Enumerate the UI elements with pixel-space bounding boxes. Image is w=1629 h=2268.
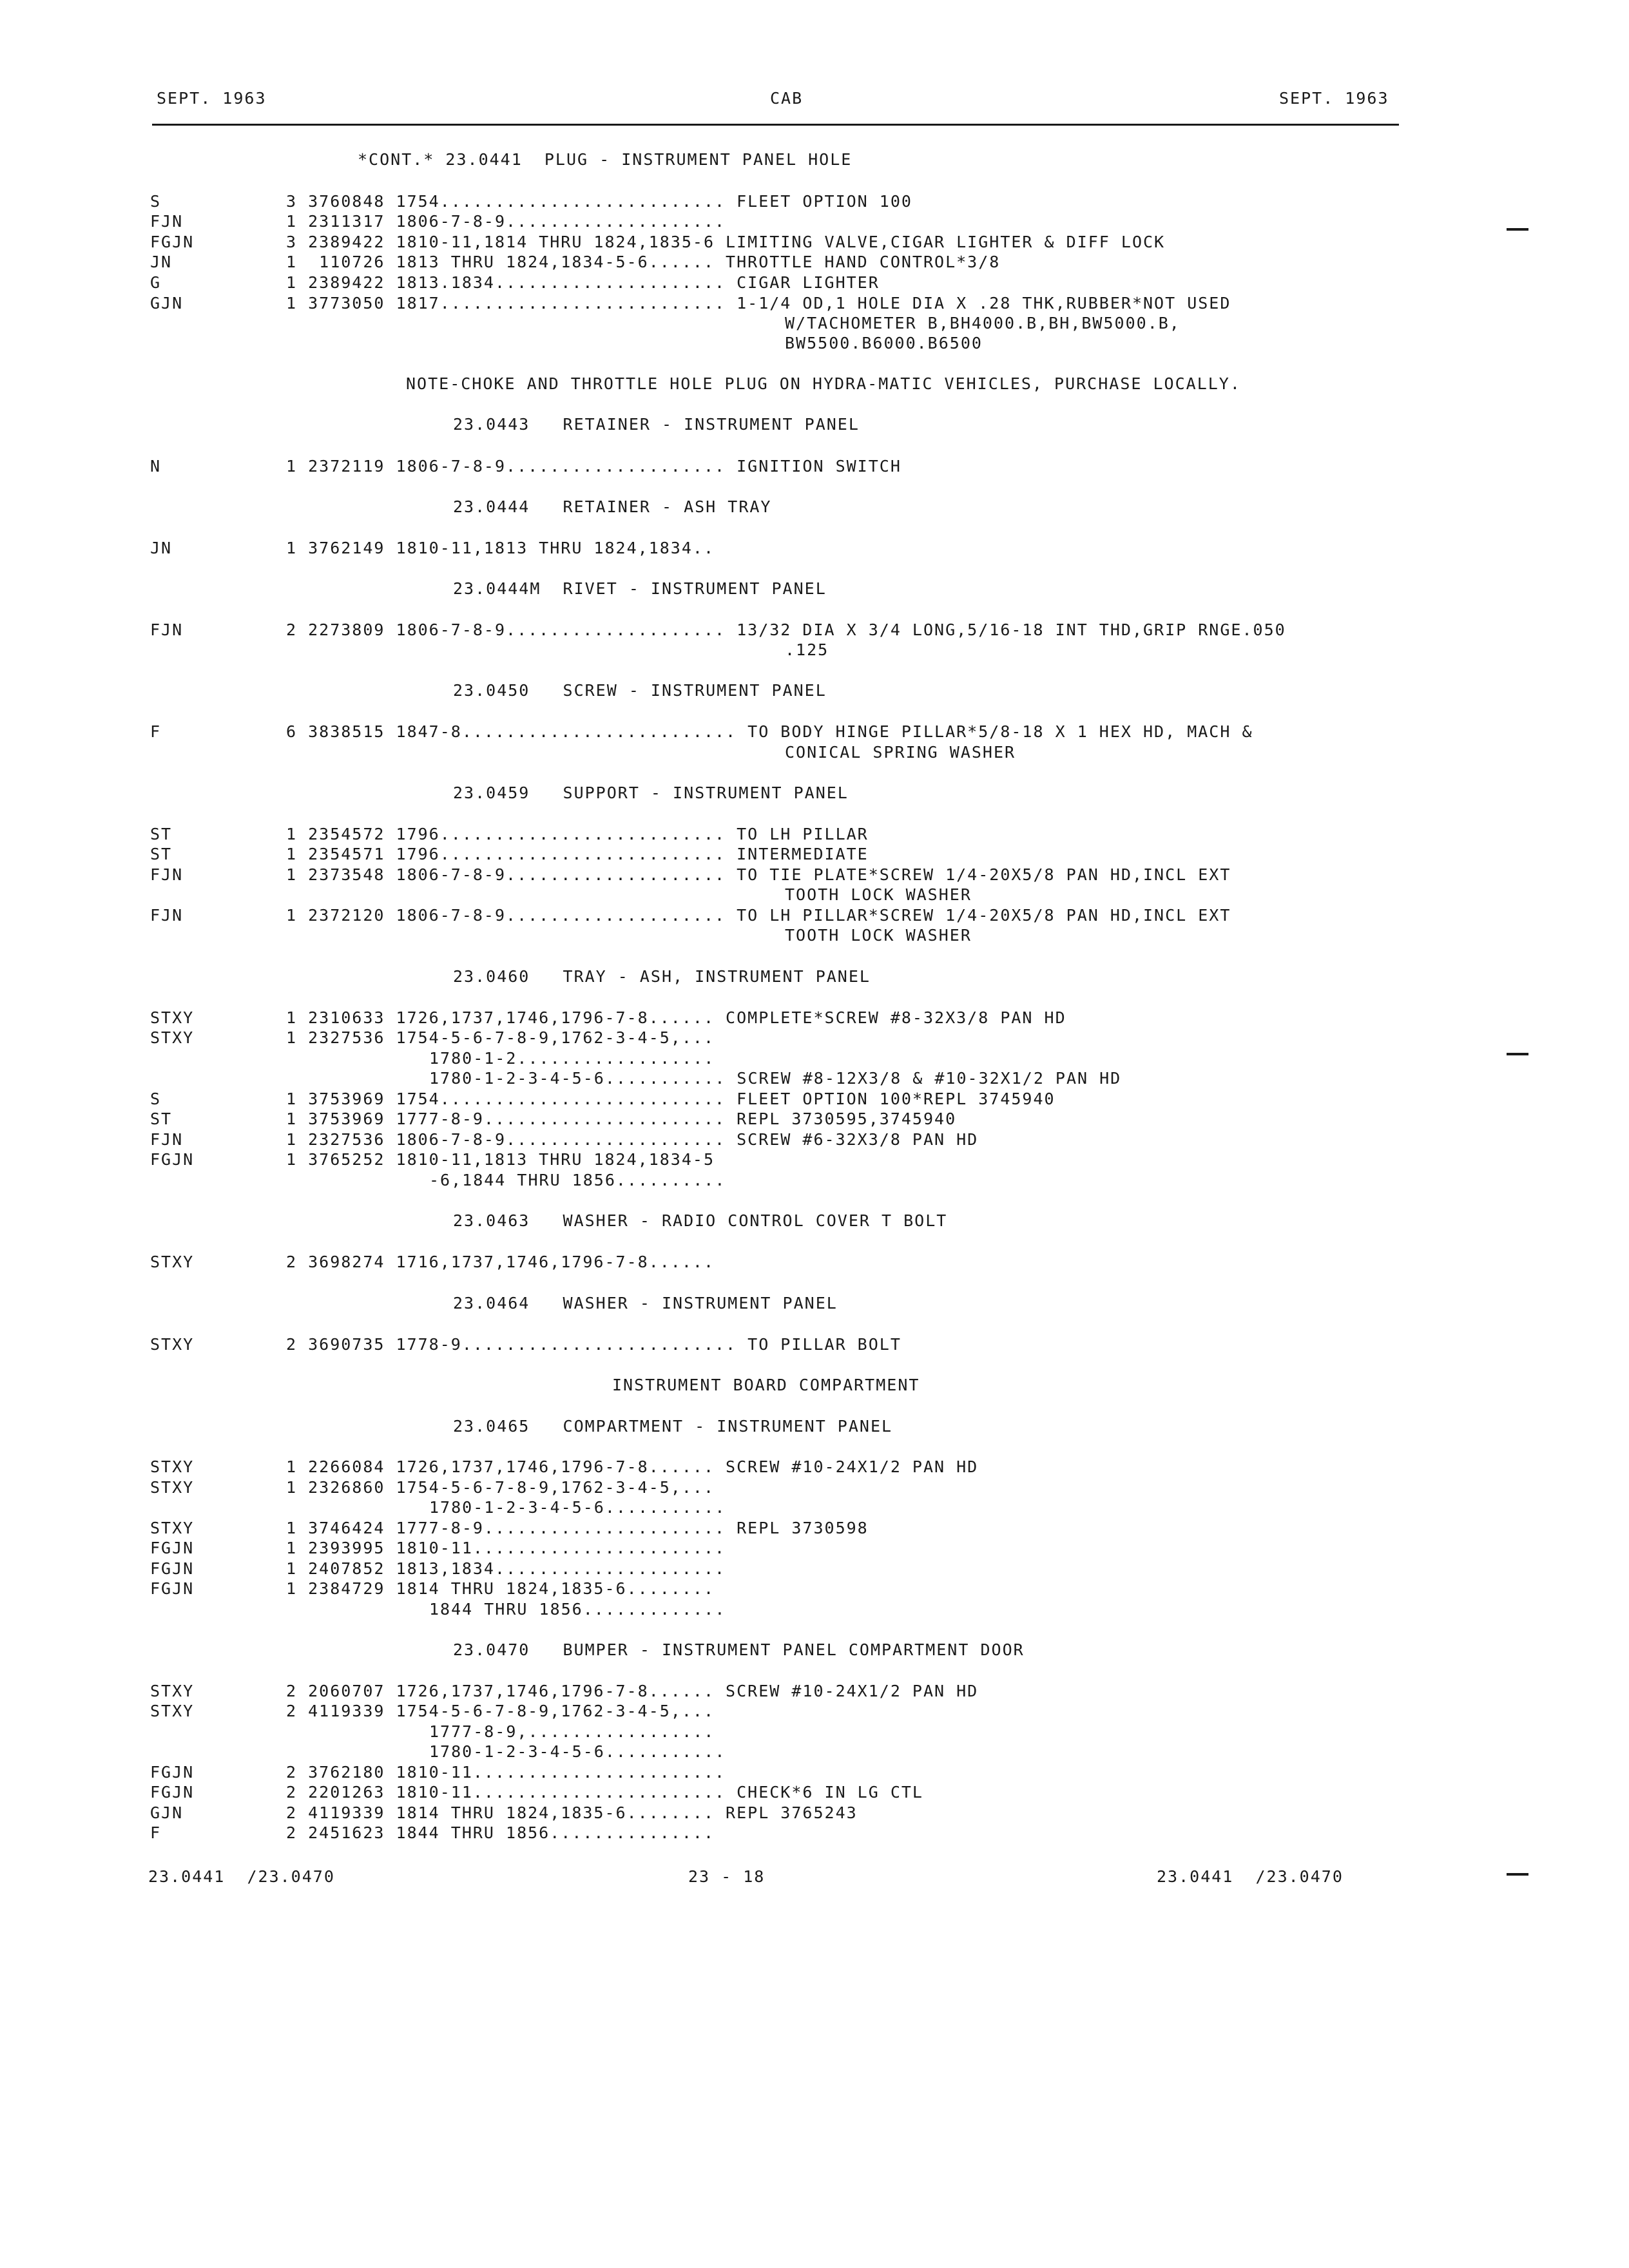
part-entry: 2 3762180 1810-11....................... [286,1763,726,1782]
part-entry: 1 3753969 1754.......................... FLEET OPTION 100*REPL 3745940 [286,1090,1055,1108]
part-entry: 6 3838515 1847-8......................... TO BODY HINGE PILLAR*5/8-18 X 1 HEX HD, MACH & [286,722,1253,741]
part-entry: 1 3762149 1810-11,1813 THRU 1824,1834.. [286,539,715,557]
part-entry: 3 2389422 1810-11,1814 THRU 1824,1835-6 LIMITING VALVE,CIGAR LIGHTER & DIFF LOCK [286,233,1166,251]
part-entry: 1 2327536 1754-5-6-7-8-9,1762-3-4-5,... [286,1028,715,1047]
part-entry: 3 3760848 1754.......................... FLEET OPTION 100 [286,192,912,211]
vehicle-code: F [150,1823,162,1842]
group-title: INSTRUMENT BOARD COMPARTMENT [612,1376,920,1394]
section-heading: 23.0465 COMPARTMENT - INSTRUMENT PANEL [453,1417,893,1436]
vehicle-code: ST [150,1110,173,1128]
part-entry: 1 3746424 1777-8-9...................... REPL 3730598 [286,1519,869,1537]
part-entry: 2 3690735 1778-9......................... TO PILLAR BOLT [286,1335,901,1354]
vehicle-code: ST [150,845,173,863]
part-entry: 2 4119339 1754-5-6-7-8-9,1762-3-4-5,... [286,1702,715,1720]
vehicle-code: G [150,273,162,292]
footer-range-left: 23.0441 /23.0470 [148,1867,335,1886]
section-heading: 23.0450 SCREW - INSTRUMENT PANEL [453,681,827,700]
part-entry: 1 3765252 1810-11,1813 THRU 1824,1834-5 [286,1150,715,1169]
vehicle-code: FJN [150,865,184,884]
part-entry: 1 2326860 1754-5-6-7-8-9,1762-3-4-5,... [286,1478,715,1497]
footer-range-right: 23.0441 /23.0470 [1157,1867,1344,1886]
part-entry: 2 2273809 1806-7-8-9.................... 13/32 DIA X 3/4 LONG,5/16-18 INT THD,GRIP RNGE.050 [286,620,1286,639]
model-continuation: 1844 THRU 1856............. [429,1600,726,1619]
section-heading: 23.0463 WASHER - RADIO CONTROL COVER T BOLT [453,1211,948,1230]
part-entry: 2 2201263 1810-11....................... CHECK*6 IN LG CTL [286,1783,923,1802]
part-entry: 2 2060707 1726,1737,1746,1796-7-8...... SCREW #10-24X1/2 PAN HD [286,1682,979,1700]
model-continuation: 1780-1-2-3-4-5-6........... [429,1498,726,1517]
description-continuation: TOOTH LOCK WASHER [785,926,972,945]
vehicle-code: STXY [150,1028,195,1047]
margin-mark [1507,228,1528,231]
vehicle-code: GJN [150,1803,184,1822]
part-entry: 1 2354571 1796.......................... INTERMEDIATE [286,845,869,863]
footer-page-number: 23 - 18 [688,1867,766,1886]
model-continuation: 1780-1-2-3-4-5-6........... SCREW #8-12X3/8 & #10-32X1/2 PAN HD [429,1069,1122,1088]
vehicle-code: ST [150,825,173,843]
vehicle-code: N [150,457,162,476]
vehicle-code: STXY [150,1335,195,1354]
part-entry: 1 2310633 1726,1737,1746,1796-7-8...... COMPLETE*SCREW #8-32X3/8 PAN HD [286,1008,1066,1027]
vehicle-code: FGJN [150,1783,195,1802]
vehicle-code: STXY [150,1519,195,1537]
margin-mark [1507,1053,1528,1055]
vehicle-code: STXY [150,1253,195,1271]
section-heading: 23.0459 SUPPORT - INSTRUMENT PANEL [453,783,849,802]
part-entry: 1 2354572 1796.......................... TO LH PILLAR [286,825,869,843]
vehicle-code: F [150,722,162,741]
vehicle-code: STXY [150,1702,195,1720]
section-heading: 23.0460 TRAY - ASH, INSTRUMENT PANEL [453,967,871,986]
part-entry: 1 2407852 1813,1834..................... [286,1559,726,1578]
header-date-left: SEPT. 1963 [157,89,267,108]
part-entry: 1 2372120 1806-7-8-9.................... TO LH PILLAR*SCREW 1/4-20X5/8 PAN HD,INCL EXT [286,906,1231,925]
vehicle-code: STXY [150,1457,195,1476]
description-continuation: .125 [785,640,829,659]
margin-mark [1507,1873,1528,1876]
vehicle-code: FGJN [150,1539,195,1557]
section-heading: 23.0464 WASHER - INSTRUMENT PANEL [453,1294,838,1312]
vehicle-code: STXY [150,1478,195,1497]
part-entry: 1 2393995 1810-11....................... [286,1539,726,1557]
vehicle-code: S [150,192,162,211]
section-heading: 23.0470 BUMPER - INSTRUMENT PANEL COMPARTMENT DOOR [453,1640,1025,1659]
part-entry: 2 3698274 1716,1737,1746,1796-7-8...... [286,1253,715,1271]
vehicle-code: FGJN [150,1763,195,1782]
description-continuation: TOOTH LOCK WASHER [785,885,972,904]
description-continuation: W/TACHOMETER B,BH4000.B,BH,BW5000.B, [785,314,1181,332]
vehicle-code: S [150,1090,162,1108]
part-entry: 1 2372119 1806-7-8-9.................... IGNITION SWITCH [286,457,901,476]
part-entry: 1 2266084 1726,1737,1746,1796-7-8...... SCREW #10-24X1/2 PAN HD [286,1457,979,1476]
part-entry: 1 3773050 1817.......................... 1-1/4 OD,1 HOLE DIA X .28 THK,RUBBER*NOT USED [286,294,1231,312]
vehicle-code: FGJN [150,1579,195,1598]
part-entry: 1 2384729 1814 THRU 1824,1835-6........ [286,1579,715,1598]
vehicle-code: FJN [150,906,184,925]
vehicle-code: FGJN [150,1150,195,1169]
vehicle-code: STXY [150,1682,195,1700]
part-entry: 1 2311317 1806-7-8-9.................... [286,212,726,231]
section-heading: 23.0443 RETAINER - INSTRUMENT PANEL [453,415,860,434]
model-continuation: 1780-1-2-3-4-5-6........... [429,1742,726,1761]
description-continuation: CONICAL SPRING WASHER [785,743,1016,762]
vehicle-code: FJN [150,620,184,639]
section-heading: 23.0444M RIVET - INSTRUMENT PANEL [453,579,827,598]
part-entry: 2 2451623 1844 THRU 1856............... [286,1823,715,1842]
vehicle-code: FGJN [150,1559,195,1578]
vehicle-code: STXY [150,1008,195,1027]
model-continuation: 1780-1-2.................. [429,1049,715,1068]
part-entry: 1 110726 1813 THRU 1824,1834-5-6...... THROTTLE HAND CONTROL*3/8 [286,253,1001,271]
header-section-title: CAB [770,89,804,108]
vehicle-code: FJN [150,1130,184,1149]
section-heading: *CONT.* 23.0441 PLUG - INSTRUMENT PANEL HOLE [358,150,853,169]
header-rule [152,124,1399,126]
part-entry: 1 2327536 1806-7-8-9.................... SCREW #6-32X3/8 PAN HD [286,1130,979,1149]
model-continuation: -6,1844 THRU 1856.......... [429,1171,726,1189]
section-heading: 23.0444 RETAINER - ASH TRAY [453,497,772,516]
part-entry: 1 2373548 1806-7-8-9.................... TO TIE PLATE*SCREW 1/4-20X5/8 PAN HD,INCL EXT [286,865,1231,884]
vehicle-code: JN [150,539,173,557]
vehicle-code: JN [150,253,173,271]
model-continuation: 1777-8-9,................. [429,1722,715,1741]
part-entry: 2 4119339 1814 THRU 1824,1835-6........ REPL 3765243 [286,1803,858,1822]
note-line: NOTE-CHOKE AND THROTTLE HOLE PLUG ON HYDRA-MATIC VEHICLES, PURCHASE LOCALLY. [406,374,1241,393]
vehicle-code: FGJN [150,233,195,251]
part-entry: 1 3753969 1777-8-9...................... REPL 3730595,3745940 [286,1110,957,1128]
vehicle-code: FJN [150,212,184,231]
header-date-right: SEPT. 1963 [1279,89,1389,108]
vehicle-code: GJN [150,294,184,312]
part-entry: 1 2389422 1813.1834..................... CIGAR LIGHTER [286,273,880,292]
description-continuation: BW5500.B6000.B6500 [785,334,983,352]
